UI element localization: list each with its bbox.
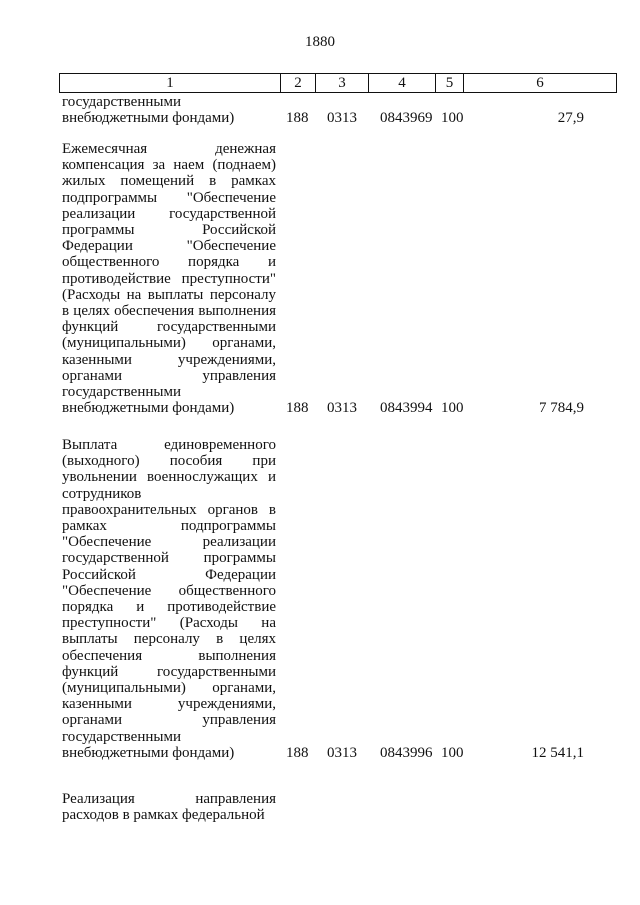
column-header-1: 1 [60,74,281,93]
row-description [62,437,276,761]
description-line: (муниципальными) органами, [62,680,276,697]
column-header-2: 2 [281,74,316,93]
row-description [62,141,276,416]
cell-c2: 188 [286,744,309,761]
cell-c3: 0313 [327,744,357,761]
column-header-5: 5 [436,74,464,93]
description-line: жилых помещений в рамках [62,173,276,190]
description-line: "Обеспечение общественного [62,582,276,599]
cell-c2: 188 [286,110,309,127]
description-line: Выплата единовременного [62,437,276,453]
cell-c5: 100 [441,744,464,761]
description-line: общественного порядка и [62,254,276,271]
description-line: органами управления [62,712,276,729]
description-line: функций государственными [62,663,276,680]
description-line: казенными учреждениями, [62,351,276,368]
cell-c2: 188 [286,400,309,417]
description-line: Федерации "Обеспечение [62,238,276,255]
cell-c5: 100 [441,400,464,417]
description-line: внебюджетными фондами) [62,400,235,417]
description-line: правоохранительных органов в [62,501,276,518]
column-header-6: 6 [464,74,617,93]
description-line: сотрудников [62,485,142,502]
description-line: Ежемесячная денежная [62,141,276,157]
description-line: "Обеспечение реализации [62,534,276,551]
description-line: органами управления [62,367,276,384]
description-line: внебюджетными фондами) [62,110,235,127]
cell-c4: 0843996 [380,744,433,761]
column-header-3: 3 [316,74,369,93]
cell-c6: 27,9 [557,110,584,127]
cell-c3: 0313 [327,400,357,417]
description-line: противодействие преступности" [62,270,276,287]
description-line: реализации государственной [62,205,276,222]
description-line: внебюджетными фондами) [62,744,235,761]
cell-c4: 0843969 [380,110,433,127]
cell-c6: 12 541,1 [531,744,584,761]
description-line: (Расходы на выплаты персоналу [62,286,276,303]
page-number: 1880 [305,34,335,50]
description-line: подпрограммы "Обеспечение [62,189,276,206]
description-line: расходов в рамках федеральной [62,807,265,824]
description-line: функций государственными [62,319,276,336]
cell-c3: 0313 [327,110,357,127]
description-line: Реализация направления [62,791,276,807]
description-line: программы Российской [62,222,276,239]
description-line: в целях обеспечения выполнения [62,303,276,320]
description-line: Российской Федерации [62,566,276,583]
column-header-row [59,73,617,93]
row-description [62,791,276,823]
description-line: обеспечения выполнения [62,647,276,664]
cell-c6: 7 784,9 [539,400,584,417]
description-line: государственными [62,384,181,401]
description-line: компенсация за наем (поднаем) [62,157,276,174]
description-line: выплаты персоналу в целях [62,631,276,648]
description-line: преступности" (Расходы на [62,615,276,632]
description-line: казенными учреждениями, [62,696,276,713]
description-line: порядка и противодействие [62,599,276,616]
description-line: (муниципальными) органами, [62,335,276,352]
description-line: государственными [62,728,181,745]
description-line: (выходного) пособия при [62,453,276,470]
column-header-4: 4 [369,74,436,93]
description-line: увольнении военнослужащих и [62,469,276,486]
description-line: государственной программы [62,550,276,567]
cell-c4: 0843994 [380,400,433,417]
description-line: государственными [62,94,181,110]
description-line: рамках подпрограммы [62,518,276,535]
row-description [62,94,276,126]
cell-c5: 100 [441,110,464,127]
